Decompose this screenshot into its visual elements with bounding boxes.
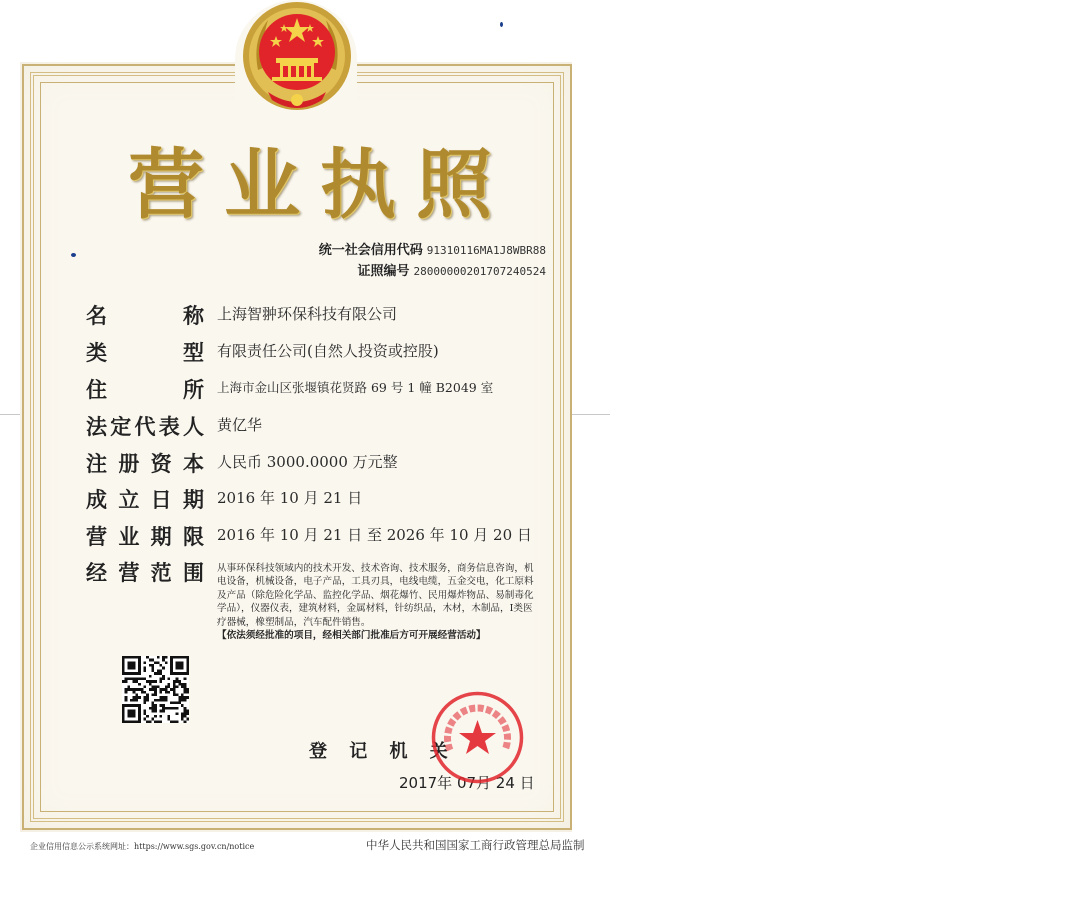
scan-speck <box>71 253 76 257</box>
license-number-line <box>319 261 546 282</box>
scope-note: 【依法须经批准的项目，经相关部门批准后方可开展经营活动】 <box>217 630 486 642</box>
field-label: 营 业 期 限 <box>86 525 204 549</box>
credit-code-line <box>319 240 546 261</box>
field-label: 类 型 <box>86 341 204 365</box>
official-seal-icon <box>430 690 525 785</box>
field-label: 成 立 日 期 <box>86 488 204 512</box>
registered-capital-value: 人民币 3000.0000 万元整 <box>217 453 398 471</box>
credit-code-label: 统一社会信用代码 <box>318 243 423 258</box>
address-value: 上海市金山区张堰镇花贤路 69 号 1 幢 B2049 室 <box>217 380 494 395</box>
legal-representative-value: 黄亿华 <box>217 416 263 434</box>
field-label: 法 定 代 表 人 <box>86 415 204 439</box>
qr-code-icon <box>122 656 189 723</box>
national-emblem-icon <box>238 0 356 116</box>
field-label: 名 称 <box>86 304 204 328</box>
business-term-value: 2016 年 10 月 21 日 至 2026 年 10 月 20 日 <box>217 526 532 544</box>
registration-authority-label: 登 记 机 关 <box>309 741 456 762</box>
company-name-value: 上海智翀环保科技有限公司 <box>217 305 398 323</box>
scope-body: 从事环保科技领域内的技术开发、技术咨询、技术服务，商务信息咨询，机电设备，机械设备，电子产品，工具刃具，电线电缆，五金交电，化工原料及产品（除危险化学品、监控化学品、烟花爆竹、民用爆炸物品、易制毒化学品），仪器仪表，建筑材料，金属材料，针纺织品，木材，木制品，Ⅰ类医疗器械，橡塑制品，汽车配件销售。 <box>217 563 534 628</box>
document-title: 营业执照 <box>128 140 512 229</box>
footer-website: 企业信用信息公示系统网址：https://www.sgs.gov.cn/notice <box>30 842 255 851</box>
credit-code-value: 91310116MA1J8WBR88 <box>426 244 546 257</box>
field-label: 住 所 <box>86 378 204 402</box>
license-codes <box>319 240 546 282</box>
scan-speck <box>500 22 503 27</box>
license-number-label: 证照编号 <box>357 264 410 279</box>
business-scope-text <box>217 562 535 642</box>
license-number-value: 28000000201707240524 <box>413 265 546 278</box>
company-type-value: 有限责任公司(自然人投资或控股) <box>217 342 439 360</box>
footer-supervisor: 中华人民共和国国家工商行政管理总局监制 <box>366 838 585 852</box>
established-date-value: 2016 年 10 月 21 日 <box>217 489 363 507</box>
issue-date: 2017年 07月 24 日 <box>399 774 535 792</box>
field-label: 注 册 资 本 <box>86 452 204 476</box>
field-label: 经 营 范 围 <box>86 561 204 585</box>
